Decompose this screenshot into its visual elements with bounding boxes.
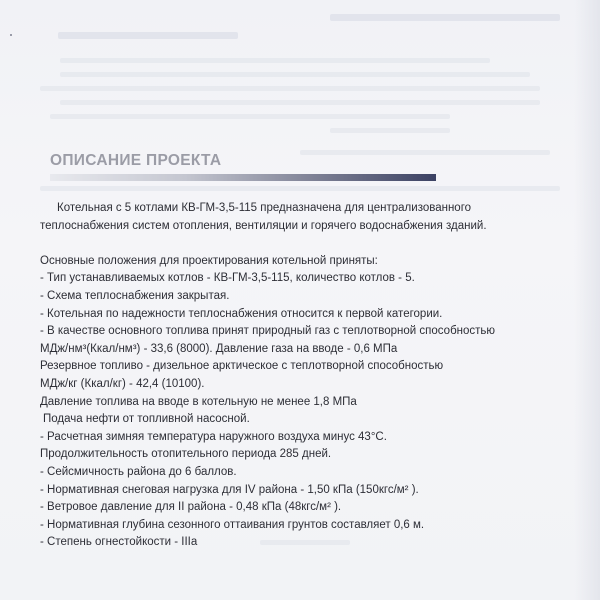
provision-line: МДж/нм³(Ккал/нм³) - 33,6 (8000). Давление газа на вводе - 0,6 МПа — [40, 342, 398, 355]
provision-line: Подача нефти от топливной насосной. — [43, 413, 250, 426]
project-description — [40, 200, 560, 552]
heading-gradient-bar — [50, 174, 436, 181]
provision-line: Продолжительность отопительного периода 285 дней. — [40, 448, 332, 461]
provision-line: - Нормативная снеговая нагрузка для IV района - 1,50 кПа (150кгс/м² ). — [40, 483, 419, 496]
provision-line: - Сейсмичность района до 6 баллов. — [40, 465, 237, 478]
intro-line: Котельная с 5 котлами КВ-ГМ-3,5-115 предназначена для централизованного — [57, 202, 472, 214]
provision-line: - Котельная по надежности теплоснабжения относится к первой категории. — [40, 307, 443, 320]
provision-line: Основные положения для проектирования котельной приняты: — [40, 254, 378, 267]
section-heading: ОПИСАНИЕ ПРОЕКТА — [50, 152, 222, 169]
provision-line: - Нормативная глубина сезонного оттаивания грунтов составляет 0,6 м. — [40, 518, 425, 531]
provision-line: - Степень огнестойкости - IIIа — [40, 536, 198, 549]
provision-line: - Схема теплоснабжения закрытая. — [40, 289, 230, 302]
provision-line: - В качестве основного топлива принят природный газ с теплотворной способностью — [40, 325, 496, 338]
provision-line: Давление топлива на вводе в котельную не менее 1,8 МПа — [40, 395, 357, 408]
provision-line: МДж/кг (Ккал/кг) - 42,4 (10100). — [40, 377, 205, 390]
provision-line: - Расчетная зимняя температура наружного воздуха минус 43°С. — [40, 430, 387, 443]
provision-line: Резервное топливо - дизельное арктическое с теплотворной способностью — [40, 360, 444, 373]
paragraph-gap — [40, 235, 560, 253]
page-edge-shadow — [574, 0, 600, 600]
provision-line: - Ветровое давление для II района - 0,48 кПа (48кгс/м² ). — [40, 501, 342, 514]
provision-line: - Тип устанавливаемых котлов - КВ-ГМ-3,5-115, количество котлов - 5. — [40, 272, 415, 285]
scan-speck — [10, 34, 12, 36]
intro-line: теплоснабжения систем отопления, вентиляции и горячего водоснабжения зданий. — [40, 219, 487, 232]
